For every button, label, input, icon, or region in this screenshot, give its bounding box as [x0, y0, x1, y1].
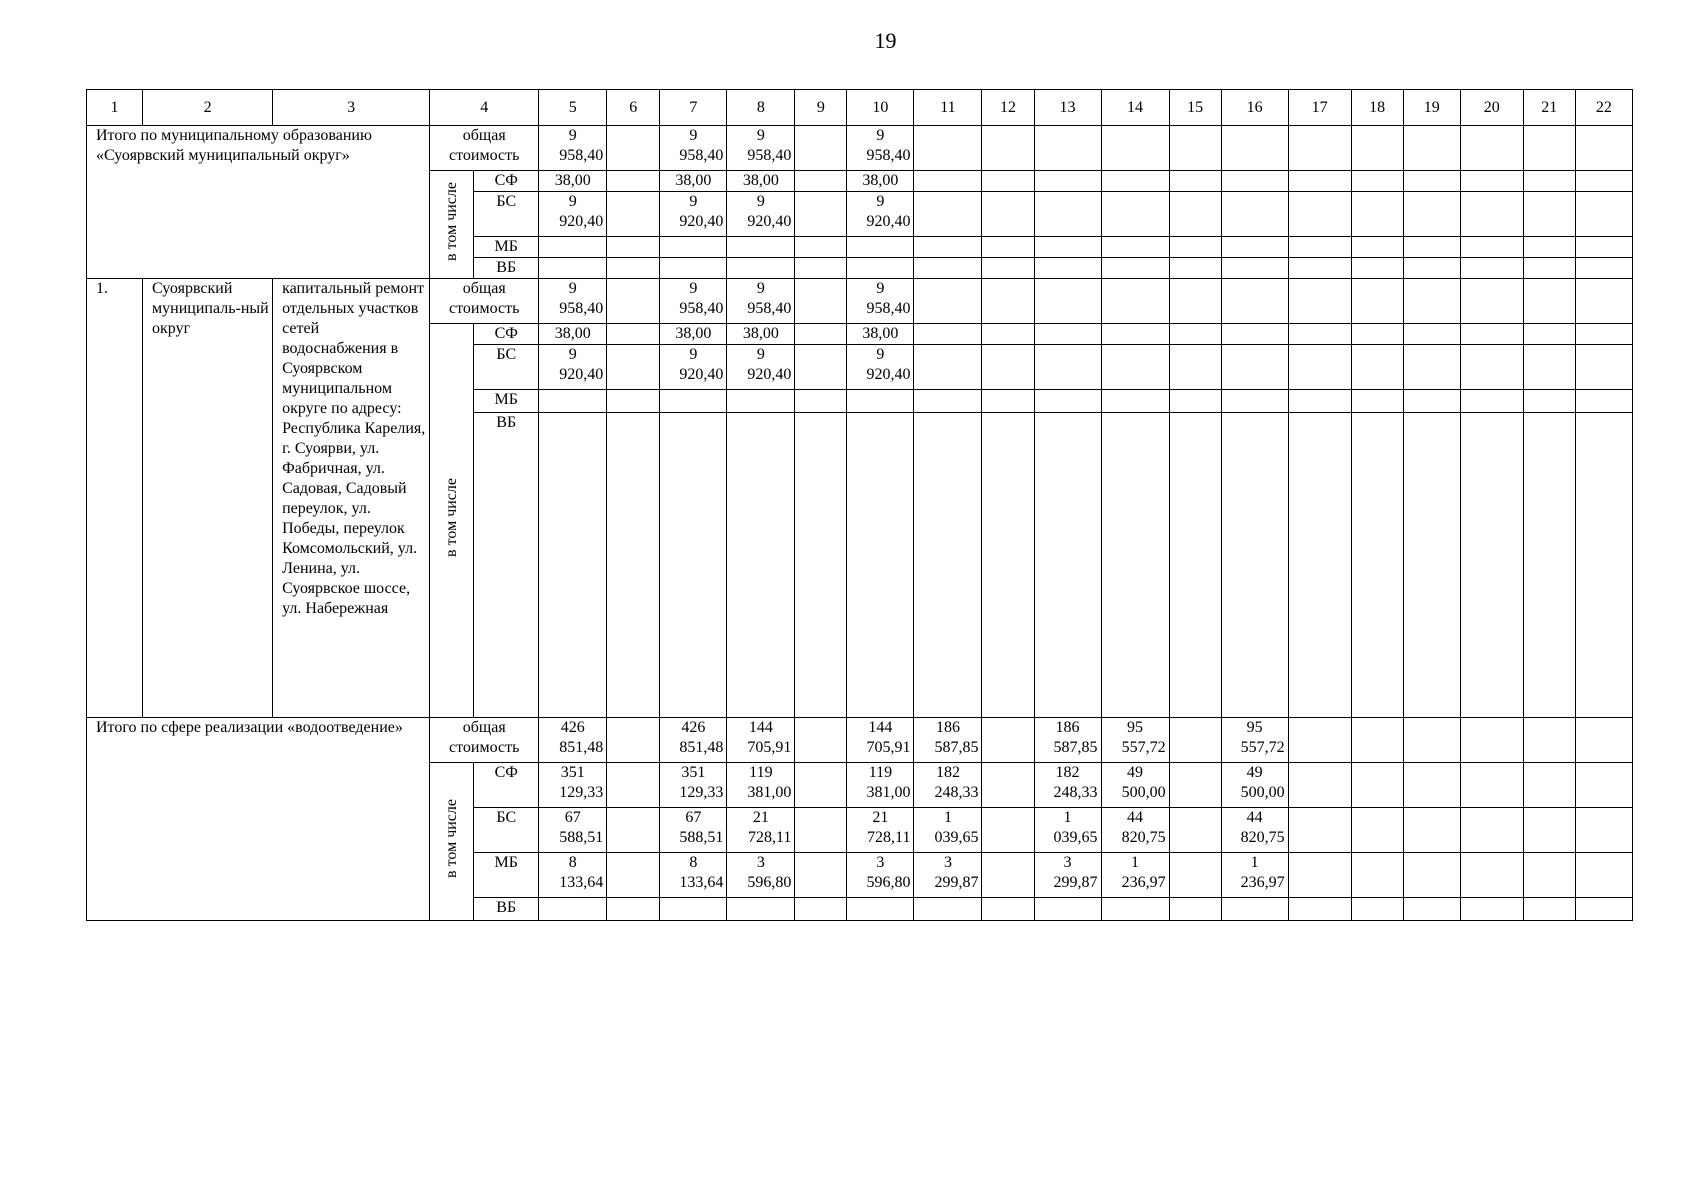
source-label: БС	[474, 345, 539, 390]
value-cell: 67 588,51	[539, 808, 607, 853]
value-cell: 182 248,33	[1034, 763, 1101, 808]
value-cell: 95 557,72	[1221, 718, 1288, 763]
col-header: 9	[795, 90, 847, 126]
value-cell: 95 557,72	[1101, 718, 1169, 763]
value-cell: 49 500,00	[1101, 763, 1169, 808]
source-label: ВБ	[474, 898, 539, 921]
ww-section-title: Итого по сфере реализации «водоотведение»	[87, 718, 430, 921]
value-cell: 351 129,33	[660, 763, 727, 808]
source-label: ВБ	[474, 413, 539, 718]
value-cell: 38,00	[727, 171, 795, 192]
value-cell: 67 588,51	[660, 808, 727, 853]
column-number-row	[87, 90, 1633, 126]
value-cell: 426 851,48	[660, 718, 727, 763]
value-cell: 9 920,40	[727, 345, 795, 390]
col-header: 19	[1403, 90, 1460, 126]
source-label: МБ	[474, 853, 539, 898]
total-cost-label: общая стоимость	[430, 279, 539, 324]
value-cell: 426 851,48	[539, 718, 607, 763]
value-cell: 9 958,40	[727, 279, 795, 324]
value-cell: 9 958,40	[727, 126, 795, 171]
value-cell: 21 728,11	[727, 808, 795, 853]
col-header: 3	[273, 90, 430, 126]
total-cost-label: общая стоимость	[430, 718, 539, 763]
value-cell: 9 920,40	[847, 192, 914, 237]
total-cost-label: общая стоимость	[430, 126, 539, 171]
value-cell: 3 596,80	[727, 853, 795, 898]
value-cell: 38,00	[660, 324, 727, 345]
col-header: 1	[87, 90, 143, 126]
col-header: 11	[914, 90, 982, 126]
value-cell: 3 299,87	[914, 853, 982, 898]
value-cell: 38,00	[847, 324, 914, 345]
col-header: 4	[430, 90, 539, 126]
value-cell: 38,00	[539, 171, 607, 192]
col-header: 10	[847, 90, 914, 126]
value-cell: 1 236,97	[1221, 853, 1288, 898]
value-cell: 38,00	[539, 324, 607, 345]
value-cell: 9 958,40	[539, 126, 607, 171]
value-cell: 49 500,00	[1221, 763, 1288, 808]
value-cell: 9 958,40	[847, 279, 914, 324]
value-cell: 9 920,40	[539, 192, 607, 237]
value-cell: 9 920,40	[847, 345, 914, 390]
value-cell: 21 728,11	[847, 808, 914, 853]
source-label: ВБ	[474, 258, 539, 279]
source-label: СФ	[474, 763, 539, 808]
col-header: 6	[607, 90, 660, 126]
value-cell: 186 587,85	[914, 718, 982, 763]
col-header: 17	[1288, 90, 1351, 126]
source-label: БС	[474, 192, 539, 237]
value-cell: 182 248,33	[914, 763, 982, 808]
value-cell: 44 820,75	[1101, 808, 1169, 853]
value-cell: 9 958,40	[660, 126, 727, 171]
col-header: 21	[1523, 90, 1575, 126]
value-cell: 9 920,40	[539, 345, 607, 390]
mo-section-title: Итого по муниципальному образованию «Суоярвский муниципальный округ»	[87, 126, 430, 279]
col-header: 12	[982, 90, 1034, 126]
col-header: 7	[660, 90, 727, 126]
item-number: 1.	[87, 279, 143, 718]
value-cell: 186 587,85	[1034, 718, 1101, 763]
value-cell: 1 236,97	[1101, 853, 1169, 898]
value-cell: 9 920,40	[660, 192, 727, 237]
source-label: БС	[474, 808, 539, 853]
value-cell: 44 820,75	[1221, 808, 1288, 853]
value-cell: 144 705,91	[847, 718, 914, 763]
value-cell	[607, 126, 660, 171]
col-header: 15	[1169, 90, 1221, 126]
item-name: Суоярвский муниципаль-ный округ	[143, 279, 273, 718]
page-number: 19	[874, 28, 897, 53]
value-cell: 1 039,65	[914, 808, 982, 853]
col-header: 14	[1101, 90, 1169, 126]
source-label: МБ	[474, 390, 539, 413]
source-label: СФ	[474, 171, 539, 192]
incl-label: в том числе	[430, 324, 474, 718]
item1-total-row	[87, 279, 1633, 324]
value-cell: 1 039,65	[1034, 808, 1101, 853]
col-header: 18	[1351, 90, 1403, 126]
value-cell: 119 381,00	[727, 763, 795, 808]
value-cell: 351 129,33	[539, 763, 607, 808]
mo-total-row	[87, 126, 1633, 171]
value-cell: 9 958,40	[539, 279, 607, 324]
value-cell: 3 596,80	[847, 853, 914, 898]
col-header: 20	[1460, 90, 1523, 126]
value-cell: 38,00	[847, 171, 914, 192]
incl-label: в том числе	[430, 171, 474, 279]
col-header: 5	[539, 90, 607, 126]
col-header: 13	[1034, 90, 1101, 126]
value-cell	[795, 126, 847, 171]
ww-total-row	[87, 718, 1633, 763]
value-cell: 3 299,87	[1034, 853, 1101, 898]
value-cell: 8 133,64	[660, 853, 727, 898]
source-label: СФ	[474, 324, 539, 345]
value-cell: 38,00	[727, 324, 795, 345]
value-cell: 119 381,00	[847, 763, 914, 808]
value-cell: 144 705,91	[727, 718, 795, 763]
source-label: МБ	[474, 237, 539, 258]
item-description: капитальный ремонт отдельных участков сетей водоснабжения в Суоярвском муниципальном округе по адресу: Республика Карелия, г. Суоярви, ул. Фабричная, ул. Садовая, Садовый переулок, ул. Победы, переулок Комсомольский, ул. Ленина, ул. Суоярвское шоссе, ул. Набережная	[273, 279, 430, 718]
incl-label: в том числе	[430, 763, 474, 921]
value-cell: 38,00	[660, 171, 727, 192]
value-cell: 8 133,64	[539, 853, 607, 898]
col-header: 22	[1575, 90, 1632, 126]
value-cell: 9 958,40	[847, 126, 914, 171]
col-header: 2	[143, 90, 273, 126]
col-header: 8	[727, 90, 795, 126]
budget-table	[86, 89, 1633, 921]
value-cell: 9 958,40	[660, 279, 727, 324]
col-header: 16	[1221, 90, 1288, 126]
value-cell: 9 920,40	[727, 192, 795, 237]
value-cell: 9 920,40	[660, 345, 727, 390]
